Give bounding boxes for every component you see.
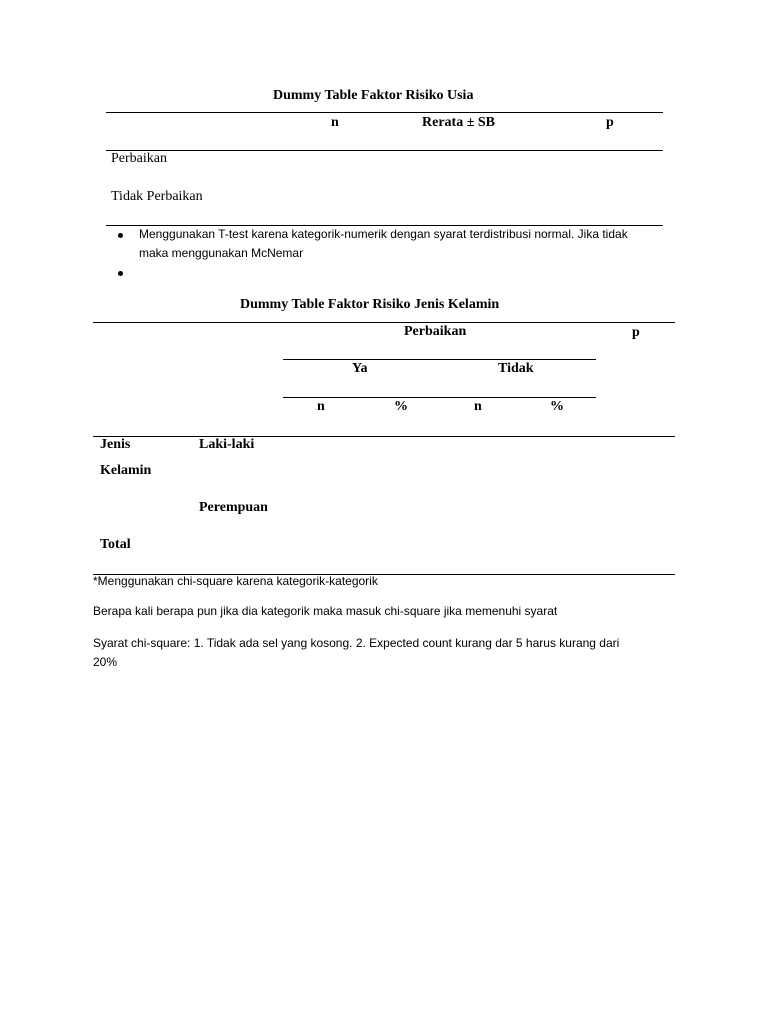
- table1-header-p: p: [606, 115, 614, 130]
- table2-sub-rule: [283, 397, 596, 398]
- bullet-icon: [118, 271, 123, 276]
- table1-bottom-rule: [106, 225, 663, 226]
- table2-header-perbaikan: Perbaikan: [404, 324, 467, 339]
- note-categorical: Berapa kali berapa pun jika dia kategorik maka masuk chi-square jika memenuhi syarat: [93, 604, 558, 618]
- table1-header-rule: [106, 150, 663, 151]
- bullet-item-ttest: Menggunakan T-test karena kategorik-numerik dengan syarat terdistribusi normal. Jika tidak: [139, 227, 628, 241]
- table1-row-tidak-perbaikan: Tidak Perbaikan: [111, 189, 203, 204]
- table2-row-perempuan: Perempuan: [199, 500, 268, 515]
- table2-row-total: Total: [100, 537, 131, 552]
- note-chi-square: *Menggunakan chi-square karena kategorik-kategorik: [93, 574, 378, 588]
- table1-header-n: n: [331, 115, 339, 130]
- table2-row-group-label-continued: Kelamin: [100, 463, 152, 478]
- table2-title: Dummy Table Faktor Risiko Jenis Kelamin: [240, 297, 500, 312]
- table2-header-ya: Ya: [352, 361, 368, 376]
- table2-top-rule: [93, 322, 675, 323]
- table2-header-tidak-percent: %: [550, 399, 564, 414]
- table2-header-p: p: [632, 325, 640, 340]
- table2-row-group-label: Jenis: [100, 437, 131, 452]
- table2-row-laki-laki: Laki-laki: [199, 437, 255, 452]
- note-syarat-chi-square: Syarat chi-square: 1. Tidak ada sel yang kosong. 2. Expected count kurang dar 5 harus kurang dari: [93, 636, 620, 650]
- table1-title: Dummy Table Faktor Risiko Usia: [273, 88, 474, 103]
- table2-header-tidak: Tidak: [498, 361, 534, 376]
- bullet-icon: [118, 233, 123, 238]
- table2-header-rule: [93, 436, 675, 437]
- table1-header-mean-sd: Rerata ± SB: [422, 115, 496, 130]
- table1-top-rule: [106, 112, 663, 113]
- table2-header-tidak-n: n: [474, 399, 482, 414]
- table2-header-ya-n: n: [317, 399, 325, 414]
- table1-row-perbaikan: Perbaikan: [111, 151, 167, 166]
- bullet-item-ttest-continued: maka menggunakan McNemar: [139, 246, 304, 260]
- note-syarat-chi-square-continued: 20%: [93, 655, 118, 669]
- table2-group-rule: [283, 359, 596, 360]
- table2-header-ya-percent: %: [394, 399, 408, 414]
